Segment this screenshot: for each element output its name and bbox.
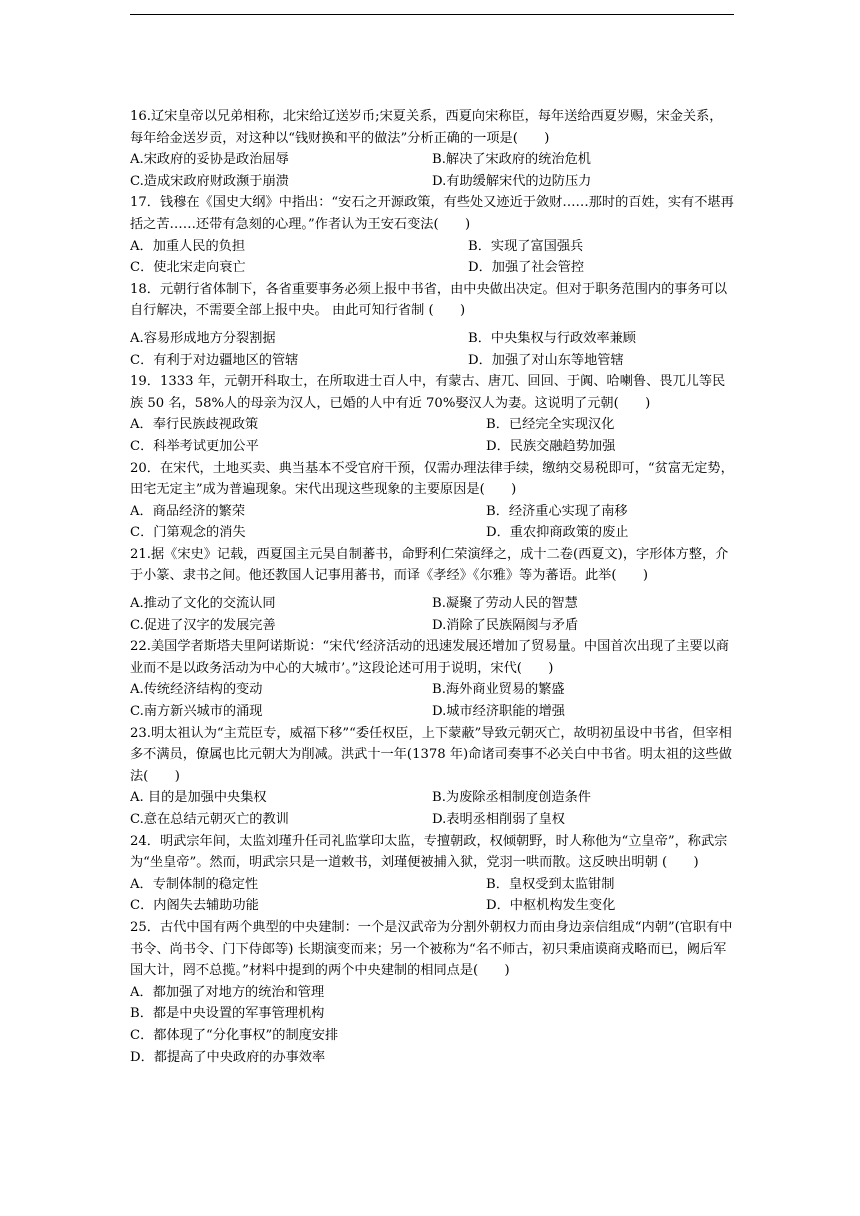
options [130,874,734,917]
option-c: C．都体现了“分化事权”的制度安排 [130,1027,339,1043]
option-d: D．加强了对山东等地管辖 [468,352,624,368]
question-stem: 17．钱穆在《国史大纲》中指出：“安石之开源政策，有些处又迹近于敛财……那时的百姓，实有不堪再括之苦……还带有急刻的心理。”作者认为王安石变法( ) [130,195,734,232]
question-list [130,106,734,1068]
question-stem: 19．1333 年，元朝开科取士，在所取进士百人中，有蒙古、唐兀、回回、于阗、哈喇鲁、畏兀儿等民族 50 名，58%人的母亲为汉人，已婚的人中有近 70%娶汉人为妻。这说明了元朝( ) [130,374,726,411]
option-a: A．都加强了对地方的统治和管理 [130,984,325,1000]
option-d: D.城市经济职能的增强 [432,704,565,720]
option-c: C.促进了汉字的发展完善 [130,617,276,633]
option-c: C.南方新兴城市的涌现 [130,704,263,720]
option-d: D．重农抑商政策的废止 [486,525,629,541]
option-b: B.凝聚了劳动人民的智慧 [432,596,578,612]
question-16 [130,106,734,192]
option-b: B．已经完全实现汉化 [486,417,615,433]
header-rule [130,14,734,15]
question-stem: 25．古代中国有两个典型的中央建制：一个是汉武帝为分割外朝权力而由身边亲信组成“内朝”(官职有中书令、尚书令、门下侍郎等) 长期演变而来；另一个被称为“名不师古，初只秉庙谟商戎略而已，阙后军国大计，罔不总揽。”材料中提到的两个中央建制的相同点是( ) [130,919,733,979]
option-a: A．加重人民的负担 [130,238,246,254]
option-b: B．实现了富国强兵 [468,238,584,254]
option-b: B.为废除丞相制度创造条件 [432,790,591,806]
options [130,982,734,1068]
option-c: C．使北宋走向衰亡 [130,260,246,276]
question-24 [130,831,734,917]
option-c: C.造成宋政府财政濒于崩溃 [130,173,289,189]
question-19 [130,371,734,457]
option-d: D.表明丞相削弱了皇权 [432,812,565,827]
question-stem: 23.明太祖认为“主荒臣专，威福下移”“委任权臣，上下蒙蔽”导致元朝灭亡，故明初虽设中书省，但宰相多不满员，僚属也比元朝大为削减。洪武十一年(1378 年)命诸司奏事不必关白中书省。明太祖的这些做法( ) [130,725,732,784]
options [130,593,734,636]
option-d: D．加强了社会管控 [468,260,585,276]
option-a: A.容易形成地方分裂割据 [130,330,276,346]
option-c: C.意在总结元朝灭亡的教训 [130,812,289,827]
question-stem: 24．明武宗年间，太监刘瑾升任司礼监掌印太监，专擅朝政，权倾朝野，时人称他为“立皇帝”，称武宗为“坐皇帝”。然而，明武宗只是一道敕书，刘瑾便被捕入狱，党羽一哄而散。这反映出明朝 ( ) [130,833,728,871]
option-d: D.有助缓解宋代的边防压力 [432,173,592,189]
option-d: D.消除了民族隔阂与矛盾 [432,617,579,633]
question-23 [130,723,734,831]
option-a: A.传统经济结构的变动 [130,682,263,698]
question-17 [130,192,734,278]
option-a: A．专制体制的稳定性 [130,876,259,892]
options [130,236,734,279]
question-stem: 21.据《宋史》记载，西夏国主元昊自制蕃书，命野利仁荣演绎之，成十二卷(西夏文)，字形体方整，介于小篆、隶书之间。他还教国人记事用蕃书，而译《孝经》《尔雅》等为蕃语。此举( ) [130,546,729,584]
question-18 [130,279,734,371]
option-b: B．都是中央设置的军事管理机构 [130,1006,325,1022]
option-a: A. 目的是加强中央集权 [130,790,267,806]
options [130,679,734,722]
option-d: D．民族交融趋势加强 [486,438,616,454]
option-a: A.宋政府的妥协是政治屈辱 [130,152,289,168]
option-c: C．有利于对边疆地区的管辖 [130,352,299,368]
option-a: A.推动了文化的交流认同 [130,596,276,612]
question-20 [130,458,734,544]
question-stem: 22.美国学者斯塔夫里阿诺斯说：“宋代‘经济活动的迅速发展还增加了贸易量。中国首次出现了主要以商业而不是以政务活动为中心的大城市’。”这段论述可用于说明，宋代( ) [130,639,729,676]
question-stem: 18．元朝行省体制下，各省重要事务必须上报中书省，由中央做出决定。但对于职务范围内的事务可以自行解决，不需要全部上报中央。 由此可知行省制 ( ) [130,281,728,319]
option-c: C．科举考试更加公平 [130,438,259,454]
options [130,414,734,457]
option-b: B．皇权受到太监钳制 [486,876,615,892]
option-b: B.解决了宋政府的统治危机 [432,152,591,168]
question-22 [130,636,734,722]
option-d: D．中枢机构发生变化 [486,898,616,914]
option-d: D．都提高了中央政府的办事效率 [130,1049,326,1065]
question-25 [130,917,734,1068]
question-21 [130,544,734,636]
options [130,787,734,830]
options [130,149,734,192]
option-b: B.海外商业贸易的繁盛 [432,682,565,698]
options [130,501,734,544]
option-a: A．奉行民族歧视政策 [130,417,259,433]
option-b: B．经济重心实现了南移 [486,503,628,519]
question-stem: 20．在宋代，土地买卖、典当基本不受官府干预，仅需办理法律手续，缴纳交易税即可，“贫富无定势，田宅无定主”成为普遍现象。宋代出现这些现象的主要原因是( ) [130,460,734,498]
option-c: C．门第观念的消失 [130,525,246,541]
option-c: C．内阁失去辅助功能 [130,898,259,914]
option-a: A．商品经济的繁荣 [130,503,246,519]
option-b: B．中央集权与行政效率兼顾 [468,330,636,346]
options [130,328,734,371]
question-stem: 16.辽宋皇帝以兄弟相称，北宋给辽送岁币;宋夏关系，西夏向宋称臣，每年送给西夏岁赐，宋金关系，每年给金送岁贡，对这种以“钱财换和平的做法”分析正确的一项是( ) [130,109,723,146]
